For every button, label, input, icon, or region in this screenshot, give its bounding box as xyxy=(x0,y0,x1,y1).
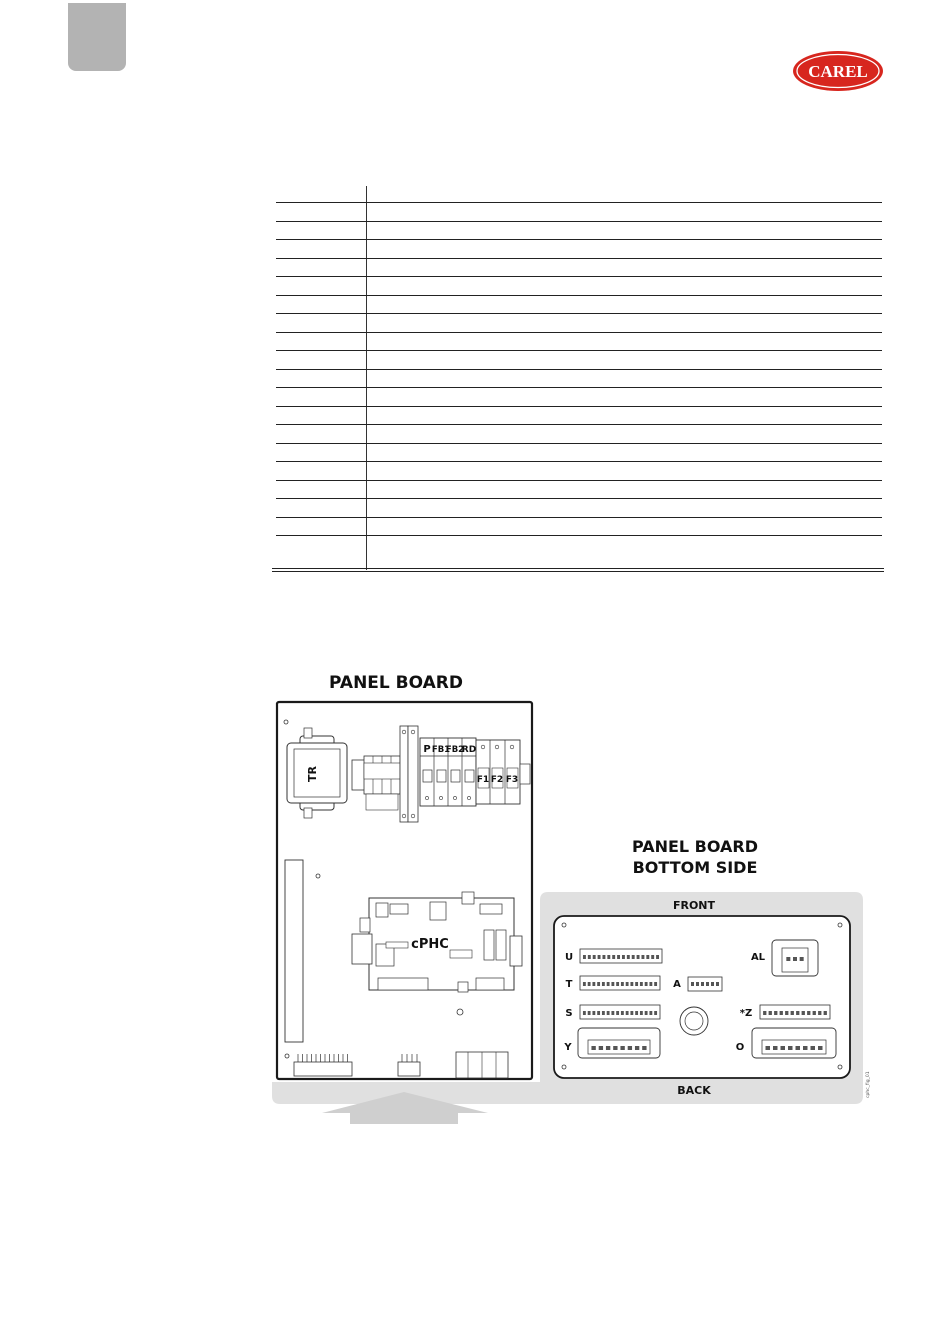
terminal-pin xyxy=(635,982,638,986)
terminal-pin xyxy=(635,1011,638,1015)
terminal-pin xyxy=(818,1011,821,1015)
terminal-pin xyxy=(706,982,709,986)
terminal-pin xyxy=(622,955,625,959)
terminal-pin xyxy=(588,1011,591,1015)
terminal-pin xyxy=(613,1046,617,1050)
terminal-pin xyxy=(626,982,629,986)
z-label: *Z xyxy=(739,1008,753,1019)
terminal-pin xyxy=(646,955,649,959)
al-label: AL xyxy=(750,952,766,963)
terminal-pin xyxy=(645,1011,648,1015)
terminal-pin xyxy=(588,955,591,959)
terminal-pin xyxy=(813,1011,816,1015)
terminal-pin xyxy=(637,955,640,959)
terminal-pin xyxy=(716,982,719,986)
terminal-pin xyxy=(769,1011,772,1015)
terminal-pin xyxy=(803,1046,808,1050)
terminal-pin xyxy=(606,1046,610,1050)
terminal-pin xyxy=(607,1011,610,1015)
a-label: A xyxy=(673,979,681,990)
terminal-pin xyxy=(630,1011,633,1015)
terminal-pin xyxy=(602,955,605,959)
cable-gland xyxy=(680,1007,708,1035)
terminal-pin xyxy=(602,982,605,986)
terminal-pin xyxy=(656,955,659,959)
terminal-pin xyxy=(635,1046,639,1050)
terminal-pin xyxy=(598,955,601,959)
terminal-pin xyxy=(583,955,586,959)
terminal-pin xyxy=(616,1011,619,1015)
connector-s xyxy=(580,1005,660,1019)
terminal-pin xyxy=(607,982,610,986)
terminal-pin xyxy=(786,957,790,961)
terminal-pin xyxy=(651,955,654,959)
bottom-title-line2: BOTTOM SIDE xyxy=(632,858,758,877)
y-label: Y xyxy=(564,1042,572,1053)
terminal-pin xyxy=(640,982,643,986)
back-label: BACK xyxy=(677,1084,711,1097)
terminal-pin xyxy=(773,1046,778,1050)
terminal-pin xyxy=(593,955,596,959)
terminal-pin xyxy=(818,1046,823,1050)
terminal-pin xyxy=(583,982,586,986)
terminal-pin xyxy=(701,982,704,986)
terminal-pin xyxy=(591,1046,595,1050)
fb1-label: FB1 xyxy=(431,745,451,755)
breakers xyxy=(420,738,476,806)
terminal-pin xyxy=(807,1011,810,1015)
terminal-pin xyxy=(621,1011,624,1015)
terminal-pin xyxy=(780,1011,783,1015)
terminal-pin xyxy=(628,1046,632,1050)
t-label: T xyxy=(565,979,573,990)
terminal-pin xyxy=(796,1046,801,1050)
panel-board-title: PANEL BOARD xyxy=(329,673,463,693)
bottom-title-line1: PANEL BOARD xyxy=(631,837,759,856)
terminal-pin xyxy=(766,1046,771,1050)
f2-label: F2 xyxy=(490,775,504,785)
terminal-pin xyxy=(796,1011,799,1015)
terminal-pin xyxy=(824,1011,827,1015)
brand-name: CAREL xyxy=(808,62,868,81)
s-label: S xyxy=(565,1008,573,1019)
terminal-pin xyxy=(781,1046,786,1050)
terminal-pin xyxy=(592,982,595,986)
terminal-pin xyxy=(696,982,699,986)
terminal-pin xyxy=(641,955,644,959)
terminal-pin xyxy=(800,957,804,961)
figure-code: cphc_fig_01 xyxy=(866,1071,871,1098)
terminal-pin xyxy=(626,1011,629,1015)
terminal-pin xyxy=(630,982,633,986)
terminal-pin xyxy=(649,982,652,986)
terminal-pin xyxy=(612,955,615,959)
terminal-pin xyxy=(811,1046,816,1050)
terminal-pin xyxy=(642,1046,646,1050)
terminal-pin xyxy=(597,1011,600,1015)
terminal-pin xyxy=(711,982,714,986)
f1-label: F1 xyxy=(476,775,490,785)
cphc-controller xyxy=(352,892,522,992)
connector-u xyxy=(580,949,662,963)
terminal-pin xyxy=(602,1011,605,1015)
p-label: P xyxy=(423,744,431,755)
cable-duct xyxy=(285,860,303,1042)
terminal-pin xyxy=(785,1011,788,1015)
terminal-pin xyxy=(592,1011,595,1015)
bottom-side-panel xyxy=(554,916,850,1078)
terminal-pin xyxy=(611,1011,614,1015)
terminal-pin xyxy=(617,955,620,959)
terminal-pin xyxy=(763,1011,766,1015)
terminal-pin xyxy=(649,1011,652,1015)
terminal-pin xyxy=(611,982,614,986)
terminal-pin xyxy=(583,1011,586,1015)
terminal-pin xyxy=(654,1011,657,1015)
terminal-pin xyxy=(802,1011,805,1015)
terminal-pin xyxy=(620,1046,624,1050)
terminal-pin xyxy=(621,982,624,986)
terminal-pin xyxy=(645,982,648,986)
u-label: U xyxy=(564,952,574,963)
terminal-pin xyxy=(793,957,797,961)
terminal-pin xyxy=(607,955,610,959)
front-label: FRONT xyxy=(672,899,716,912)
terminal-pin xyxy=(588,982,591,986)
f3-label: F3 xyxy=(505,775,519,785)
controller-label: cPHC xyxy=(411,937,449,952)
terminal-pin xyxy=(791,1011,794,1015)
terminal-pin xyxy=(599,1046,603,1050)
fb2-label: FB2 xyxy=(445,745,465,755)
rd-label: RD xyxy=(461,745,477,755)
terminal-pin xyxy=(654,982,657,986)
o-label: O xyxy=(735,1042,745,1053)
tr-label: TR xyxy=(306,766,319,782)
terminal-pin xyxy=(627,955,630,959)
terminal-pin xyxy=(640,1011,643,1015)
terminal-pin xyxy=(788,1046,793,1050)
terminal-pin xyxy=(691,982,694,986)
din-rail xyxy=(400,726,418,822)
terminal-pin xyxy=(616,982,619,986)
connector-t xyxy=(580,976,660,990)
terminal-pin xyxy=(632,955,635,959)
terminal-pin xyxy=(774,1011,777,1015)
terminal-pin xyxy=(597,982,600,986)
